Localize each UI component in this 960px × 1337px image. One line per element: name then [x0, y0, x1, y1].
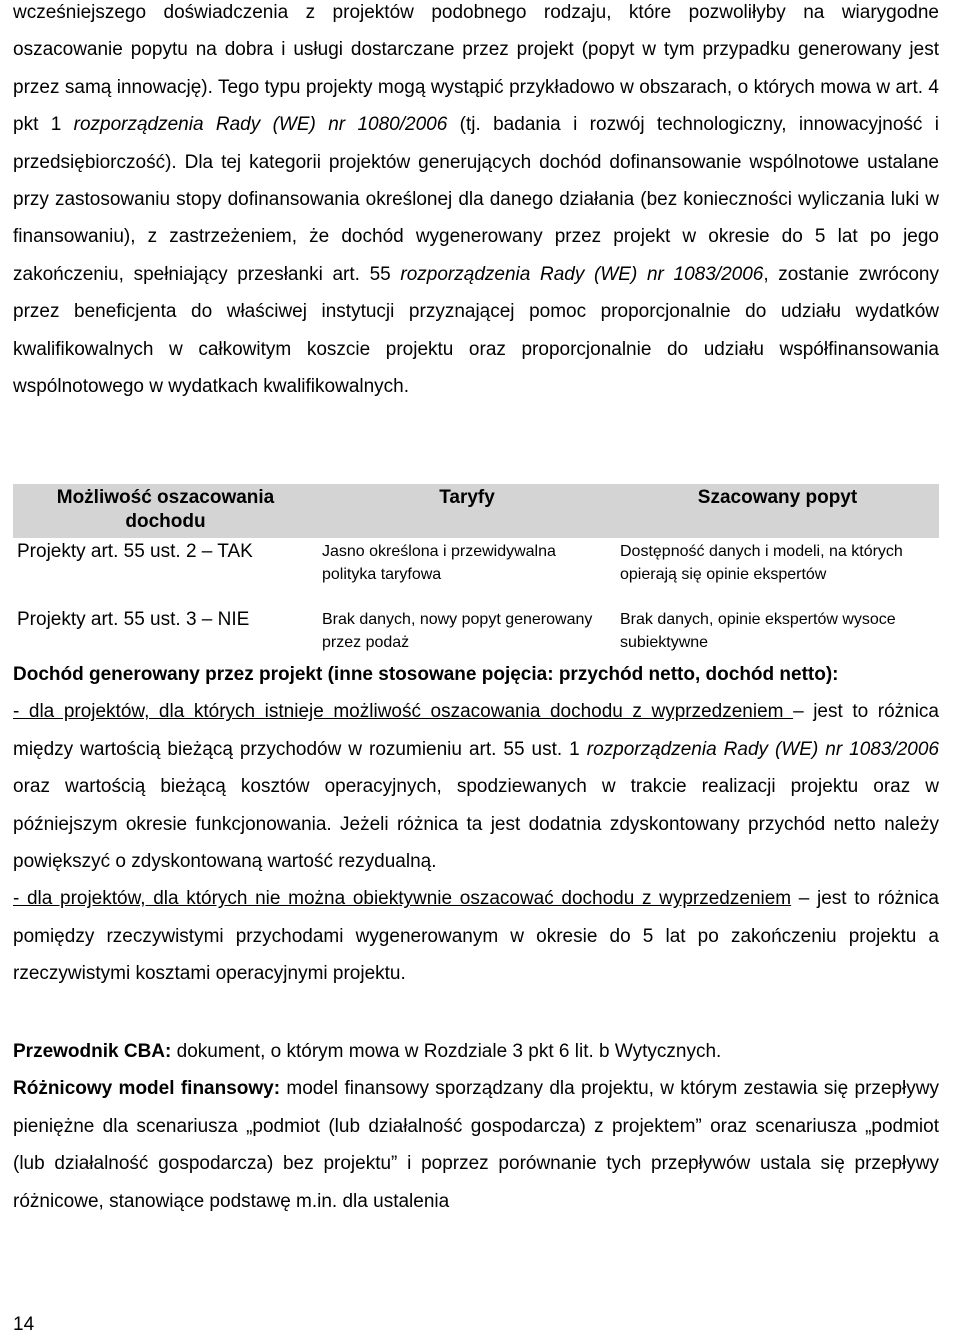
table-cell: Brak danych, opinie ekspertów wysoce subiektywne [620, 611, 896, 651]
table-cell: Jasno określona i przewidywalna polityka taryfowa [322, 543, 556, 583]
text-run: Przewodnik CBA: [13, 1041, 172, 1062]
text-run: , zostanie zwrócony przez beneficjenta do właściwej instytucji przyznającej pomoc proporcjonalnie do udziału wydatków kwalifikowalnych w całkowitym koszcie projektu oraz proporcjonalnie do udziału współfinansowania wspólnotowego w wydatkach kwalifikowalnych. [13, 263, 939, 398]
text-run: Dochód generowany przez projekt (inne stosowane pojęcia: przychód netto, dochód netto): [13, 664, 839, 685]
text-run: model finansowy sporządzany dla projektu, w którym zestawia się przepływy pieniężne dla scenariusza „podmiot (lub działalność gospodarcza) z projektem” oraz scenariusza „podmiot (lub działalność gospodarcza) bez projektu” i poprzez porównanie tych przepływów ustala się przepływy różnicowe, stanowiące podstawę m.in. dla ustalenia [13, 1078, 939, 1212]
table-header-cell: Szacowany popyt [616, 484, 939, 538]
text-run: Różnicowy model finansowy: [13, 1078, 281, 1100]
table-cell: Dostępność danych i modeli, na których opierają się opinie ekspertów [620, 543, 903, 583]
text-run: oraz wartością bieżącą kosztów operacyjnych, spodziewanych w trakcie realizacji projektu oraz w późniejszym okresie funkcjonowania. Jeżeli różnica ta jest dodatnia zdyskontowany przychód netto należy powiększyć o zdyskontowaną wartość rezydualną. [13, 776, 939, 873]
text-run: rozporządzenia Rady (WE) nr 1083/2006 [586, 738, 939, 760]
revenue-definition-paragraph [13, 656, 939, 993]
text-run: (tj. badania i rozwój technologiczny, innowacyjność i przedsiębiorczość). Dla tej kategorii projektów generujących dochód dofinansowanie wspólnotowe ustalane przy zastosowaniu stopy dofinansowania określonej dla danego działania (bez konieczności wyliczania luki w finansowaniu), z zastrzeżeniem, że dochód wygenerowany przez projekt w okresie do 5 lat po jego zakończeniu, spełniający przesłanki art. 55 [13, 114, 939, 285]
table-row [13, 606, 939, 656]
text-run: – jest to różnica pomiędzy rzeczywistymi przychodami wygenerowanym w okresie do 5 lat po zakończeniu projektu a rzeczywistymi kosztami operacyjnymi projektu. [13, 888, 939, 985]
text-run: dokument, o którym mowa w Rozdziale 3 pkt 6 lit. b Wytycznych. [171, 1041, 722, 1062]
table-cell: Projekty art. 55 ust. 3 – NIE [17, 609, 250, 630]
table-header-cell: Możliwość oszacowania dochodu [13, 484, 318, 538]
text-run: rozporządzenia Rady (WE) nr 1083/2006 [400, 263, 764, 285]
text-run: rozporządzenia Rady (WE) nr 1080/2006 [73, 114, 448, 136]
text-run: - dla projektów, dla których istnieje możliwość oszacowania dochodu z wyprzedzeniem [13, 701, 794, 723]
revenue-estimation-table [13, 484, 939, 656]
intro-paragraph [13, 0, 939, 405]
text-run: – jest to różnica między wartością bieżącą przychodów w rozumieniu art. 55 ust. 1 [13, 701, 939, 760]
text-run: - dla projektów, dla których nie można obiektywnie oszacować dochodu z wyprzedzeniem [13, 888, 792, 910]
glossary-paragraph [13, 1033, 939, 1220]
page-number: 14 [13, 1314, 35, 1335]
table-row [13, 538, 939, 606]
table-header-row [13, 484, 939, 538]
table-header-cell: Taryfy [318, 484, 616, 538]
table-cell: Projekty art. 55 ust. 2 – TAK [17, 541, 253, 562]
table-cell: Brak danych, nowy popyt generowany przez podaż [322, 611, 593, 651]
text-run: wcześniejszego doświadczenia z projektów podobnego rodzaju, które pozwoliłyby na wiarygodne oszacowanie popytu na dobra i usługi dostarczane przez projekt (popyt w tym przypadku generowany jest przez samą innowację). Tego typu projekty mogą wystąpić przykładowo w obszarach, o których mowa w art. 4 pkt 1 [13, 2, 939, 136]
